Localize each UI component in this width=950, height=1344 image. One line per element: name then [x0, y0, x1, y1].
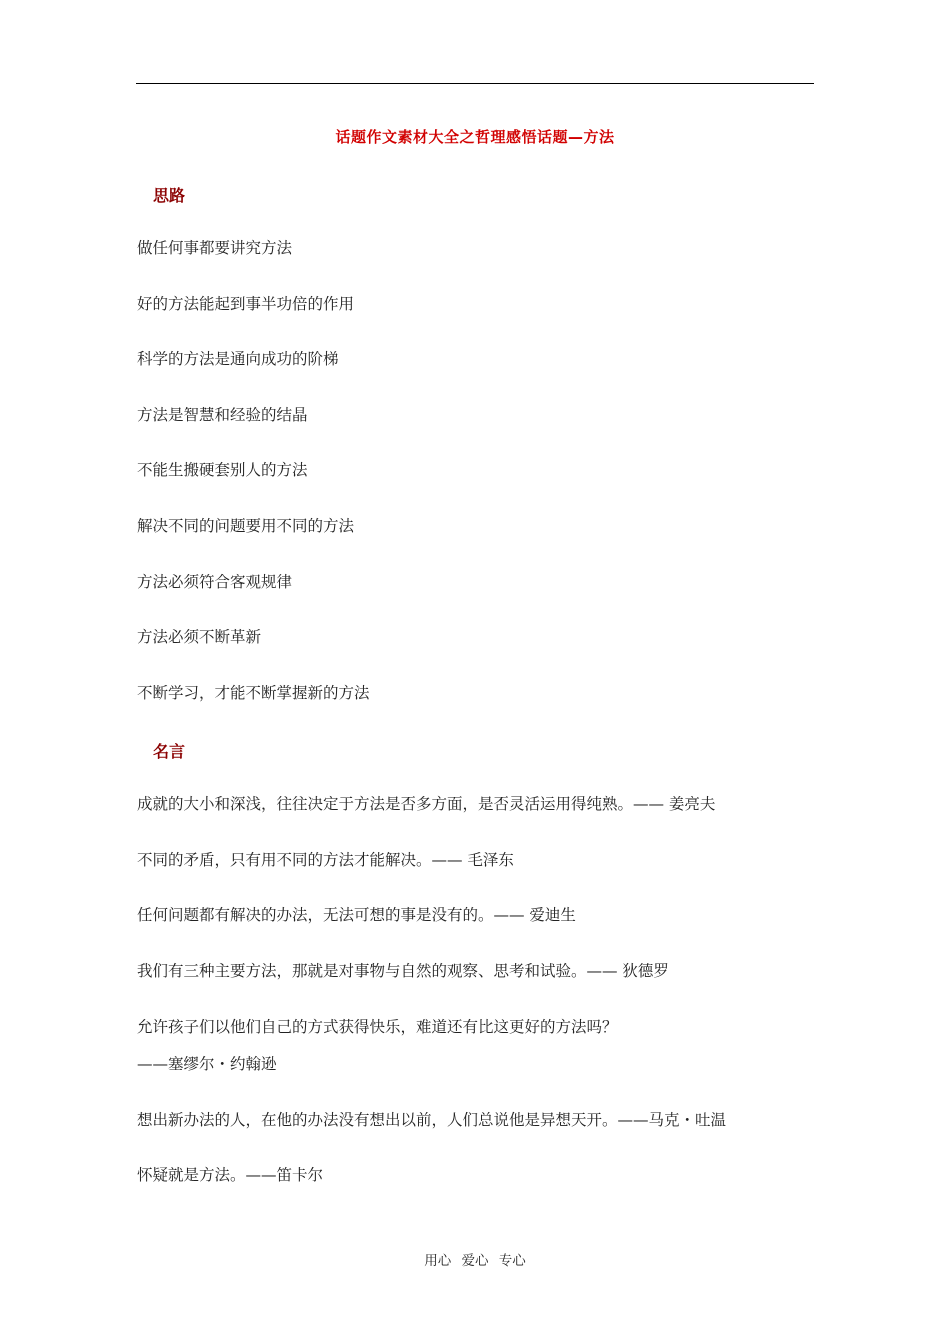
quote-line: 想出新办法的人，在他的办法没有想出以前，人们总说他是异想天开。——马克・吐温 [137, 1111, 727, 1129]
header-rule [136, 83, 814, 84]
quote-attribution: ——塞缪尔・约翰逊 [137, 1055, 277, 1073]
thinking-line: 好的方法能起到事半功倍的作用 [137, 295, 355, 313]
thinking-line: 解决不同的问题要用不同的方法 [137, 517, 355, 535]
quote-line: 不同的矛盾，只有用不同的方法才能解决。—— 毛泽东 [137, 851, 514, 869]
thinking-line: 科学的方法是通向成功的阶梯 [137, 350, 339, 368]
section-heading-thinking: 思路 [153, 186, 186, 205]
document-title: 话题作文素材大全之哲理感悟话题—方法 [335, 128, 615, 146]
thinking-line: 方法必须符合客观规律 [137, 573, 293, 591]
quote-line: 任何问题都有解决的办法，无法可想的事是没有的。—— 爱迪生 [137, 906, 576, 924]
section-heading-quotes: 名言 [153, 742, 186, 761]
quote-line: 成就的大小和深浅，往往决定于方法是否多方面，是否灵活运用得纯熟。—— 姜亮夫 [137, 795, 716, 813]
quote-line: 允许孩子们以他们自己的方式获得快乐，难道还有比这更好的方法吗？ [137, 1018, 618, 1036]
thinking-line: 方法必须不断革新 [137, 628, 262, 646]
quote-line: 怀疑就是方法。——笛卡尔 [137, 1166, 324, 1184]
page-footer: 用心 爱心 专心 [424, 1253, 526, 1269]
thinking-line: 做任何事都要讲究方法 [137, 239, 293, 257]
thinking-line: 不断学习，才能不断掌握新的方法 [137, 684, 370, 702]
quote-line: 我们有三种主要方法，那就是对事物与自然的观察、思考和试验。—— 狄德罗 [137, 962, 669, 980]
thinking-line: 方法是智慧和经验的结晶 [137, 406, 308, 424]
thinking-line: 不能生搬硬套别人的方法 [137, 461, 308, 479]
